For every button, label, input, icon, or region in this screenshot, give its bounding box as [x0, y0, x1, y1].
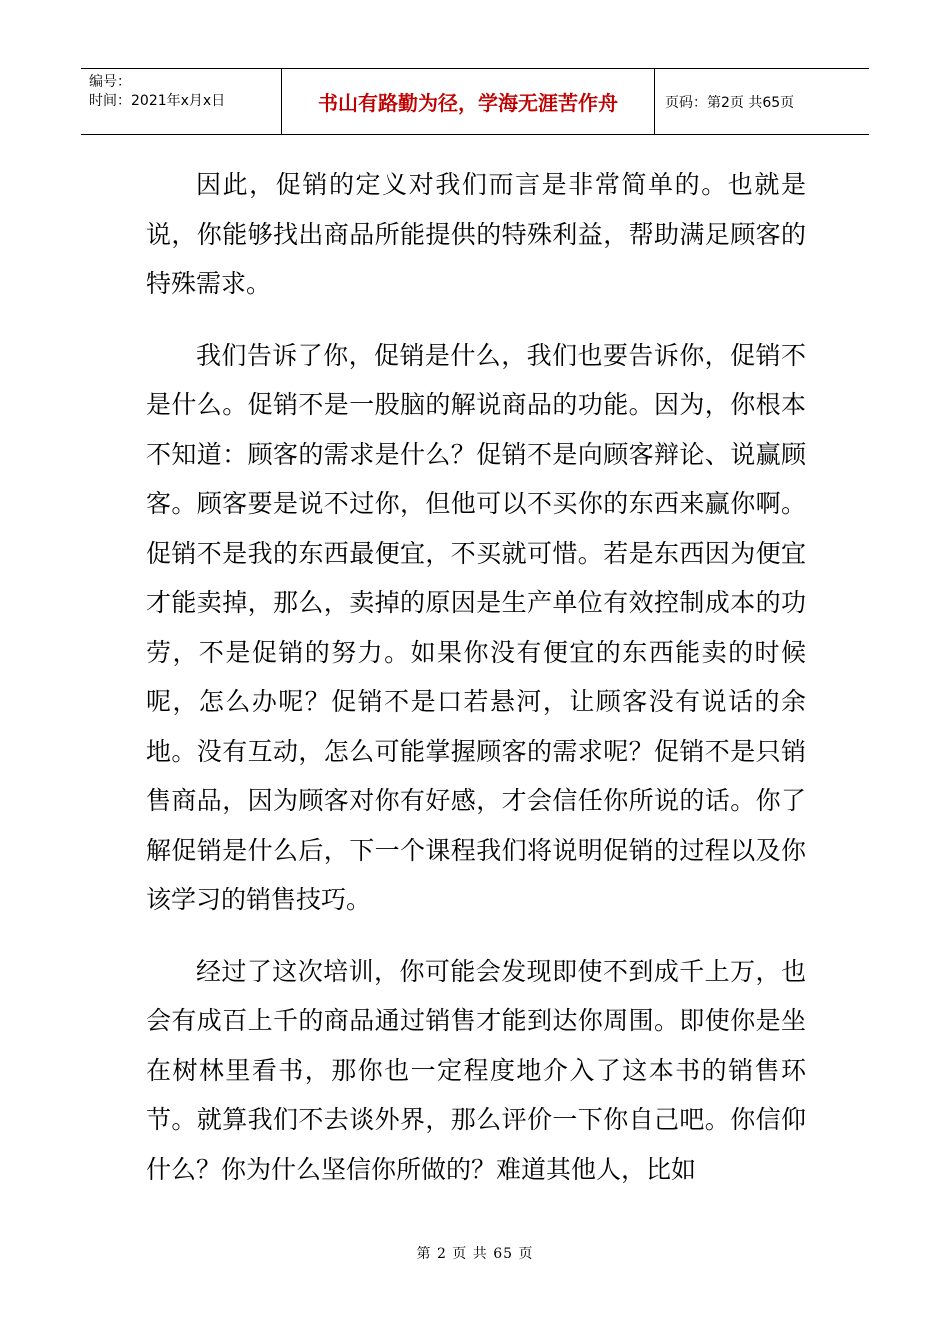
- page-footer: 第 2 页 共 65 页: [416, 1246, 534, 1262]
- page-header: [81, 68, 869, 135]
- header-page-info: 页码：第2页 共65页: [665, 94, 795, 111]
- paragraph-2: 我们告诉了你，促销是什么，我们也要告诉你，促销不是什么。促销不是一股脑的解说商品的功能。因为，你根本不知道：顾客的需求是什么？促销不是向顾客辩论、说赢顾客。顾客要是说不过你，但他可以不买你的东西来赢你啊。促销不是我的东西最便宜，不买就可惜。若是东西因为便宜才能卖掉，那么，卖掉的原因是生产单位有效控制成本的功劳，不是促销的努力。如果你没有便宜的东西能卖的时候呢，怎么办呢？促销不是口若悬河，让顾客没有说话的余地。没有互动，怎么可能掌握顾客的需求呢？促销不是只销售商品，因为顾客对你有好感，才会信任你所说的话。你了解促销是什么后，下一个课程我们将说明促销的过程以及你该学习的销售技巧。: [146, 340, 806, 914]
- paragraph-3: 经过了这次培训，你可能会发现即使不到成千上万，也会有成百上千的商品通过销售才能到达你周围。即使你是坐在树林里看书，那你也一定程度地介入了这本书的销售环节。就算我们不去谈外界，那么评价一下你自己吧。你信仰什么？你为什么坚信你所做的？难道其他人，比如: [146, 956, 806, 1184]
- paragraph-1: 因此，促销的定义对我们而言是非常简单的。也就是说，你能够找出商品所能提供的特殊利益，帮助满足顾客的特殊需求。: [146, 170, 806, 298]
- header-motto: 书山有路勤为径，学海无涯苦作舟: [282, 69, 655, 134]
- time-label: 时间：2021年x月x日: [89, 93, 226, 109]
- document-body: [146, 160, 806, 1216]
- number-label: 编号：: [89, 74, 131, 90]
- header-meta: [81, 69, 282, 134]
